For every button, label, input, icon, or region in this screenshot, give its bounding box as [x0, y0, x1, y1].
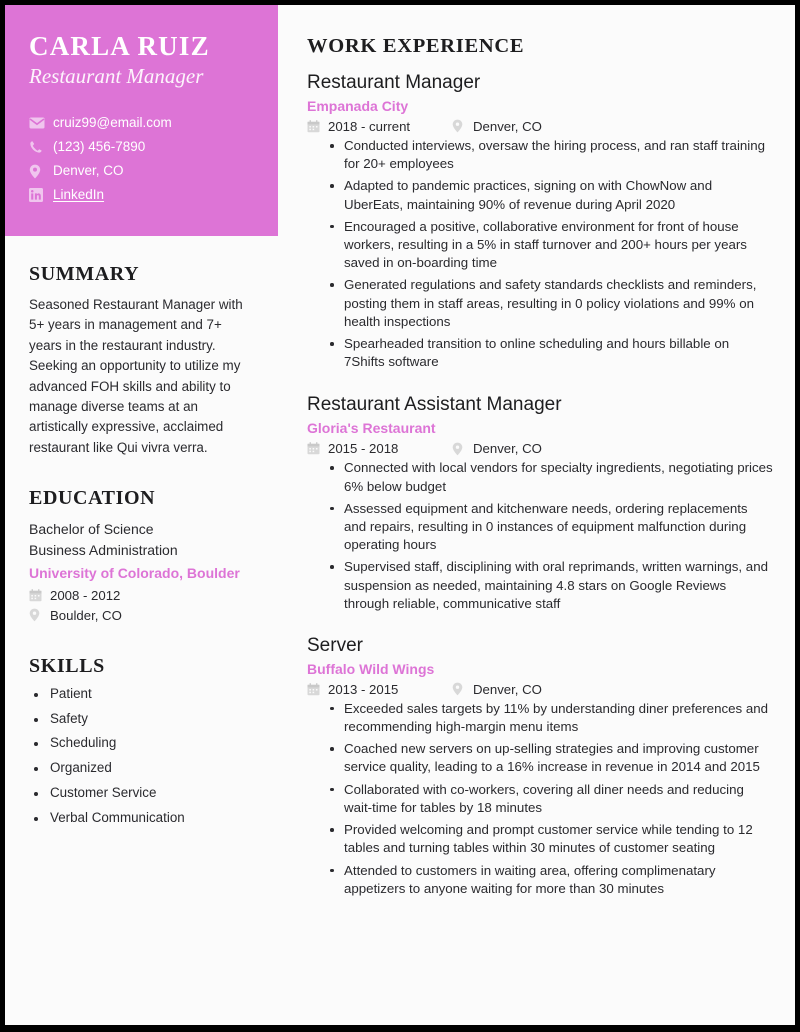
education-location	[29, 608, 254, 623]
contact-linkedin[interactable]	[29, 187, 254, 204]
job-entry	[307, 393, 773, 613]
list-item: Coached new servers on up-selling strategies and improving customer service quality, leading to a 16% increase in revenue in 2014 and 2015	[328, 740, 773, 776]
resume-page	[5, 5, 795, 1025]
job-bullets	[307, 700, 773, 898]
list-item: Supervised staff, disciplining with oral reprimands, written warnings, and suspension as needed, maintaining 4.8 stars on Google Reviews through reliable, communicative staff	[328, 558, 773, 613]
job-company: Empanada City	[307, 97, 409, 114]
job-meta	[307, 441, 773, 456]
list-item: Conducted interviews, oversaw the hiring process, and ran staff training for 20+ employees	[328, 137, 773, 173]
work-experience-column	[278, 5, 795, 902]
calendar-icon	[307, 442, 322, 455]
contact-location-text: Denver, CO	[53, 162, 124, 178]
contact-phone[interactable]	[29, 139, 254, 156]
job-bullets	[307, 137, 773, 371]
list-item: Spearheaded transition to online scheduling and hours billable on 7Shifts software	[328, 335, 773, 371]
linkedin-icon	[29, 188, 46, 202]
contact-email[interactable]	[29, 115, 254, 132]
summary-heading: SUMMARY	[29, 263, 140, 285]
list-item: Safety	[29, 712, 254, 727]
job-title: Server	[307, 634, 363, 656]
list-item: Provided welcoming and prompt customer service while tending to 12 tables and turning tables within 30 minutes of customer seating	[328, 821, 773, 857]
work-experience-heading: WORK EXPERIENCE	[307, 35, 525, 57]
envelope-icon	[29, 117, 46, 129]
education-field: Business Administration	[29, 542, 178, 559]
list-item: Exceeded sales targets by 11% by understanding diner preferences and recommending high-margin menu items	[328, 700, 773, 736]
job-dates-text: 2018 - current	[328, 118, 411, 134]
sidebar	[5, 5, 278, 835]
job-location	[452, 441, 542, 456]
list-item: Attended to customers in waiting area, offering complimenatary appetizers to anyone waiting for more than 30 minutes	[328, 862, 773, 898]
job-meta	[307, 682, 773, 697]
job-entry	[307, 634, 773, 898]
job-dates	[307, 682, 452, 697]
skills-list	[29, 687, 254, 825]
professional-title: Restaurant Manager	[29, 63, 204, 88]
calendar-icon	[29, 589, 44, 602]
education-section	[5, 487, 278, 623]
job-location-text: Denver, CO	[473, 118, 542, 134]
list-item: Assessed equipment and kitchenware needs, ordering replacements and repairs, resulting in 0 instances of equipment malfunction during operating hours	[328, 500, 773, 555]
calendar-icon	[307, 120, 322, 133]
list-item: Generated regulations and safety standards checklists and reminders, posting them in staff areas, resulting in 0 policy violations and 99% on health inspections	[328, 276, 773, 331]
location-pin-icon	[452, 442, 467, 456]
education-school: University of Colorado, Boulder	[29, 564, 240, 581]
education-dates-text: 2008 - 2012	[50, 587, 121, 603]
location-pin-icon	[452, 682, 467, 696]
job-location-text: Denver, CO	[473, 441, 542, 457]
job-location	[452, 119, 542, 134]
job-bullets	[307, 459, 773, 613]
list-item: Organized	[29, 761, 254, 776]
phone-icon	[29, 140, 46, 154]
location-pin-icon	[29, 164, 46, 179]
list-item: Customer Service	[29, 786, 254, 801]
job-title: Restaurant Manager	[307, 72, 481, 93]
job-dates-text: 2015 - 2018	[328, 441, 399, 457]
summary-text: Seasoned Restaurant Manager with 5+ years in management and 7+ years in the restaurant industry. Seeking an opportunity to utilize my advanced FOH skills and ability to manage diverse teams at an artistically expressive, acclaimed restaurant like Qui vivra verra.	[29, 297, 243, 455]
page-title: CARLA RUIZ	[29, 31, 210, 61]
job-dates	[307, 441, 452, 456]
sidebar-header-block	[5, 5, 278, 236]
job-company: Gloria's Restaurant	[307, 420, 436, 437]
list-item: Scheduling	[29, 736, 254, 751]
contact-location	[29, 163, 254, 180]
education-dates	[29, 588, 254, 603]
location-pin-icon	[452, 119, 467, 133]
list-item: Encouraged a positive, collaborative environment for front of house workers, resulting in a 5% in staff turnover and 200+ hours per years saved in on-boarding time	[328, 218, 773, 273]
location-pin-icon	[29, 608, 44, 622]
skills-heading: SKILLS	[29, 654, 105, 677]
job-title: Restaurant Assistant Manager	[307, 394, 562, 416]
summary-section	[5, 263, 278, 458]
list-item: Verbal Communication	[29, 811, 254, 826]
education-heading: EDUCATION	[29, 487, 156, 509]
contact-linkedin-text[interactable]: LinkedIn	[53, 186, 105, 202]
job-company: Buffalo Wild Wings	[307, 660, 435, 677]
list-item: Collaborated with co-workers, covering all diner needs and reducing wait-time for tables by 18 minutes	[328, 781, 773, 817]
skills-section	[5, 655, 278, 825]
job-dates	[307, 119, 452, 134]
list-item: Connected with local vendors for specialty ingredients, negotiating prices 6% below budget	[328, 459, 773, 495]
contact-email-text: cruiz99@email.com	[53, 114, 172, 130]
job-location-text: Denver, CO	[473, 681, 542, 697]
job-dates-text: 2013 - 2015	[328, 681, 399, 697]
education-degree: Bachelor of Science	[29, 521, 154, 537]
job-meta	[307, 119, 773, 134]
job-location	[452, 682, 542, 697]
list-item: Adapted to pandemic practices, signing on with ChowNow and UberEats, maintaining 90% of revenue during April 2020	[328, 177, 773, 213]
list-item: Patient	[29, 687, 254, 702]
contact-phone-text: (123) 456-7890	[53, 138, 146, 154]
education-location-text: Boulder, CO	[50, 607, 122, 623]
job-entry	[307, 71, 773, 371]
calendar-icon	[307, 683, 322, 696]
